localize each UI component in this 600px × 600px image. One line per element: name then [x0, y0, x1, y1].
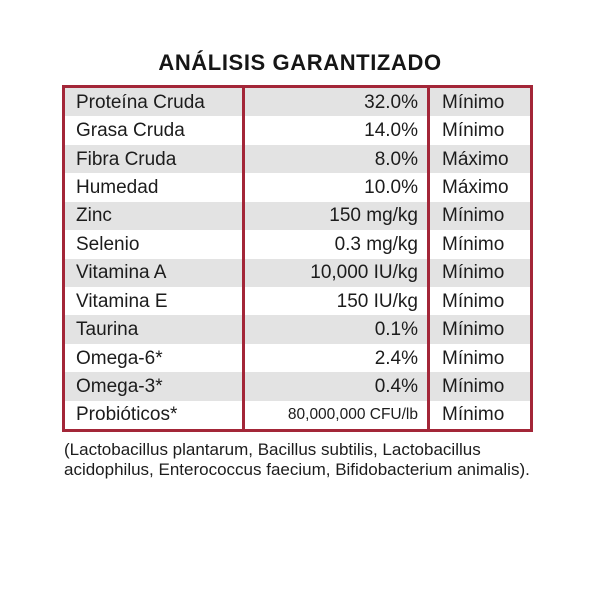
- nutrient-label: Probióticos*: [76, 404, 178, 426]
- nutrient-label: Humedad: [76, 176, 159, 198]
- nutrient-value: 2.4%: [242, 344, 430, 372]
- nutrient-qualifier: Mínimo: [442, 262, 505, 284]
- nutrient-value: 8.0%: [242, 145, 430, 173]
- table-row: [65, 88, 530, 116]
- nutrient-value: 150 IU/kg: [242, 287, 430, 315]
- table-row: [65, 344, 530, 372]
- table-row: [65, 259, 530, 287]
- nutrient-label: Taurina: [76, 319, 139, 341]
- nutrient-label: Vitamina A: [76, 262, 167, 284]
- table-row: [65, 173, 530, 201]
- table-row: [65, 372, 530, 400]
- nutrient-value: 0.3 mg/kg: [242, 230, 430, 258]
- table-row: [65, 145, 530, 173]
- table-row: [65, 230, 530, 258]
- nutrient-qualifier: Mínimo: [442, 404, 505, 426]
- nutrient-value: 150 mg/kg: [242, 202, 430, 230]
- nutrient-value: 32.0%: [242, 88, 430, 116]
- table-row: [65, 202, 530, 230]
- nutrient-label: Omega-3*: [76, 375, 163, 397]
- nutrient-qualifier: Mínimo: [442, 120, 505, 142]
- nutrient-qualifier: Mínimo: [442, 347, 505, 369]
- nutrient-qualifier: Máximo: [442, 148, 509, 170]
- page-title: ANÁLISIS GARANTIZADO: [158, 50, 442, 75]
- guaranteed-analysis-table: [62, 85, 533, 432]
- nutrient-label: Vitamina E: [76, 290, 168, 312]
- nutrient-qualifier: Mínimo: [442, 233, 505, 255]
- table-row: [65, 116, 530, 144]
- nutrient-value: 80,000,000 CFU/lb: [242, 401, 430, 429]
- nutrient-label: Omega-6*: [76, 347, 163, 369]
- probiotics-footnote: (Lactobacillus plantarum, Bacillus subtilis, Lactobacillus acidophilus, Enterococcus faecium, Bifidobacterium animalis).: [64, 440, 530, 479]
- nutrient-value: 10.0%: [242, 173, 430, 201]
- nutrient-qualifier: Máximo: [442, 176, 509, 198]
- nutrient-qualifier: Mínimo: [442, 319, 505, 341]
- nutrient-qualifier: Mínimo: [442, 375, 505, 397]
- nutrient-value: 0.4%: [242, 372, 430, 400]
- nutrient-value: 10,000 IU/kg: [242, 259, 430, 287]
- nutrient-label: Proteína Cruda: [76, 91, 205, 113]
- table-row: [65, 401, 530, 429]
- table-row: [65, 287, 530, 315]
- nutrient-label: Grasa Cruda: [76, 120, 185, 142]
- nutrient-value: 14.0%: [242, 116, 430, 144]
- nutrient-label: Fibra Cruda: [76, 148, 177, 170]
- nutrient-label: Selenio: [76, 233, 140, 255]
- nutrient-label: Zinc: [76, 205, 112, 227]
- nutrient-qualifier: Mínimo: [442, 205, 505, 227]
- nutrient-value: 0.1%: [242, 315, 430, 343]
- nutrient-qualifier: Mínimo: [442, 91, 505, 113]
- table-row: [65, 315, 530, 343]
- nutrient-qualifier: Mínimo: [442, 290, 505, 312]
